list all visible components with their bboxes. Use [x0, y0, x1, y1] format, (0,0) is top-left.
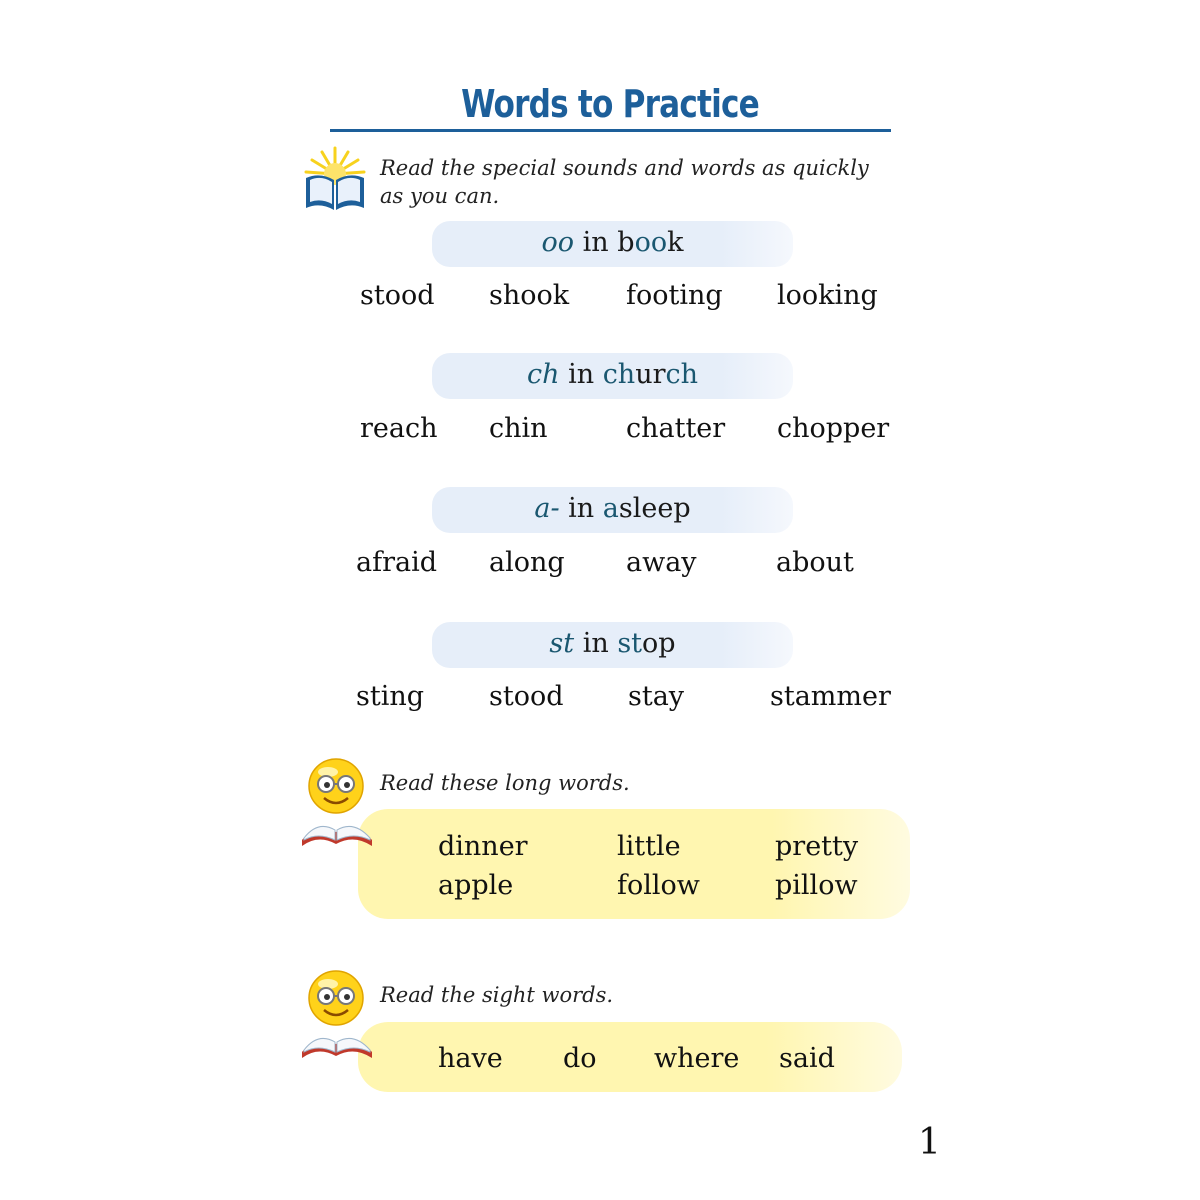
long-word: apple [438, 870, 514, 901]
sound-label-oo [432, 221, 793, 267]
example-part: b [617, 227, 635, 258]
practice-word: looking [777, 280, 878, 311]
practice-word: afraid [356, 547, 438, 578]
sep: in [574, 628, 618, 659]
sight-words-instruction: Read the sight words. [380, 983, 614, 1007]
practice-word: stay [628, 681, 685, 712]
sound-label-st [432, 622, 793, 668]
sound: ch [526, 359, 560, 390]
practice-word: stammer [770, 681, 891, 712]
practice-word: chopper [777, 413, 890, 444]
sep: in [559, 359, 603, 390]
sep: in [559, 493, 603, 524]
open-book-sun-icon [302, 144, 368, 212]
practice-word: reach [360, 413, 438, 444]
example-part: op [642, 628, 676, 659]
instruction-line-2: as you can. [380, 184, 500, 208]
instruction-text [380, 154, 869, 210]
practice-word: shook [489, 280, 570, 311]
long-word: pretty [775, 831, 859, 862]
practice-word: stood [360, 280, 435, 311]
sound: oo [541, 227, 575, 258]
sight-word: said [779, 1043, 835, 1074]
long-word: little [617, 831, 681, 862]
example-highlight: oo [634, 227, 668, 258]
sound: st [549, 628, 575, 659]
practice-word: stood [489, 681, 564, 712]
page-title: Words to Practice [461, 82, 759, 126]
page-number: 1 [918, 1122, 941, 1163]
sight-word: do [563, 1043, 597, 1074]
title-underline [330, 129, 891, 132]
practice-word: about [776, 547, 854, 578]
practice-word: chatter [626, 413, 726, 444]
sound-label-ch [432, 353, 793, 399]
example-highlight: ch [665, 359, 699, 390]
long-words-instruction: Read these long words. [380, 771, 630, 795]
practice-word: away [626, 547, 697, 578]
long-word: dinner [438, 831, 528, 862]
example-highlight: ch [602, 359, 636, 390]
example-part: sleep [618, 493, 691, 524]
sight-word: have [438, 1043, 503, 1074]
practice-word: footing [626, 280, 723, 311]
long-word: follow [617, 870, 700, 901]
instruction-line-1: Read the special sounds and words as quickly [380, 156, 869, 180]
smiley-reading-icon [300, 968, 374, 1064]
example-part: ur [635, 359, 666, 390]
smiley-reading-icon [300, 756, 374, 852]
example-highlight: st [617, 628, 643, 659]
long-words-box [358, 809, 910, 919]
example-part: k [667, 227, 684, 258]
sound-label-a [432, 487, 793, 533]
sound: a- [534, 493, 560, 524]
long-word: pillow [775, 870, 858, 901]
sep: in [574, 227, 618, 258]
practice-word: along [489, 547, 565, 578]
example-highlight: a [602, 493, 619, 524]
practice-word: chin [489, 413, 548, 444]
practice-word: sting [356, 681, 425, 712]
sight-word: where [654, 1043, 740, 1074]
